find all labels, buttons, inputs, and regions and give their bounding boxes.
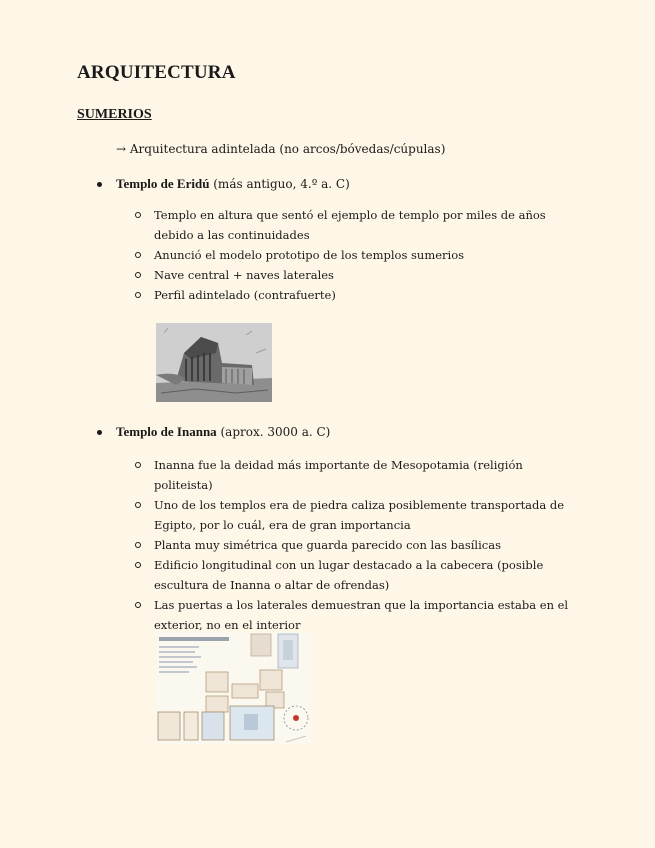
list-item — [135, 535, 580, 555]
list-item — [135, 265, 580, 285]
temple-note: (aprox. 3000 a. C) — [216, 425, 331, 439]
list-item-text: Edificio longitudinal con un lugar destacado a la cabecera (posible escultura de Inanna o altar de ofrendas) — [154, 558, 544, 592]
list-item — [135, 555, 580, 595]
list-item — [135, 595, 580, 635]
section-heading: SUMERIOS — [77, 107, 152, 122]
temple-sketch-illustration — [156, 323, 272, 402]
temple-note: (más antiguo, 4.º a. C) — [209, 177, 350, 191]
circle-bullet-icon — [135, 462, 141, 468]
circle-bullet-icon — [135, 292, 141, 298]
temple-inanna-plan-image — [156, 632, 311, 744]
temple-eridu-points — [135, 205, 580, 305]
list-item-text: Anunció el modelo prototipo de los templos sumerios — [154, 248, 465, 262]
circle-bullet-icon — [135, 272, 141, 278]
list-item — [135, 245, 580, 265]
circle-bullet-icon — [135, 252, 141, 258]
list-item — [135, 495, 580, 535]
list-item — [135, 285, 580, 305]
list-item-text: Templo en altura que sentó el ejemplo de templo por miles de años debido a las continuidades — [154, 208, 546, 242]
list-item-text: Planta muy simétrica que guarda parecido con las basílicas — [154, 538, 501, 552]
circle-bullet-icon — [135, 562, 141, 568]
list-item-text: Las puertas a los laterales demuestran que la importancia estaba en el exterior, no en el interior — [154, 598, 569, 632]
list-item — [135, 455, 580, 495]
temple-name: Templo de Inanna — [116, 424, 217, 439]
temple-inanna-points — [135, 455, 580, 635]
circle-bullet-icon — [135, 602, 141, 608]
list-item — [135, 205, 580, 245]
temple-name: Templo de Eridú — [116, 176, 210, 191]
bullet-dot — [97, 182, 102, 187]
list-item-text: Nave central + naves laterales — [154, 268, 334, 282]
list-item-text: Perfil adintelado (contrafuerte) — [154, 288, 336, 302]
list-item-text: Inanna fue la deidad más importante de Mesopotamia (religión politeista) — [154, 458, 523, 492]
document-title: ARQUITECTURA — [77, 62, 236, 83]
circle-bullet-icon — [135, 212, 141, 218]
temple-heading — [116, 176, 350, 192]
circle-bullet-icon — [135, 502, 141, 508]
circle-bullet-icon — [135, 542, 141, 548]
bullet-dot — [97, 430, 102, 435]
temple-eridu-image — [156, 323, 272, 402]
temple-floor-plan-illustration — [156, 632, 311, 744]
intro-line: → Arquitectura adintelada (no arcos/bóvedas/cúpulas) — [116, 142, 446, 156]
temple-heading — [116, 424, 330, 440]
list-item-text: Uno de los templos era de piedra caliza posiblemente transportada de Egipto, por lo cuál, era de gran importancia — [154, 498, 565, 532]
